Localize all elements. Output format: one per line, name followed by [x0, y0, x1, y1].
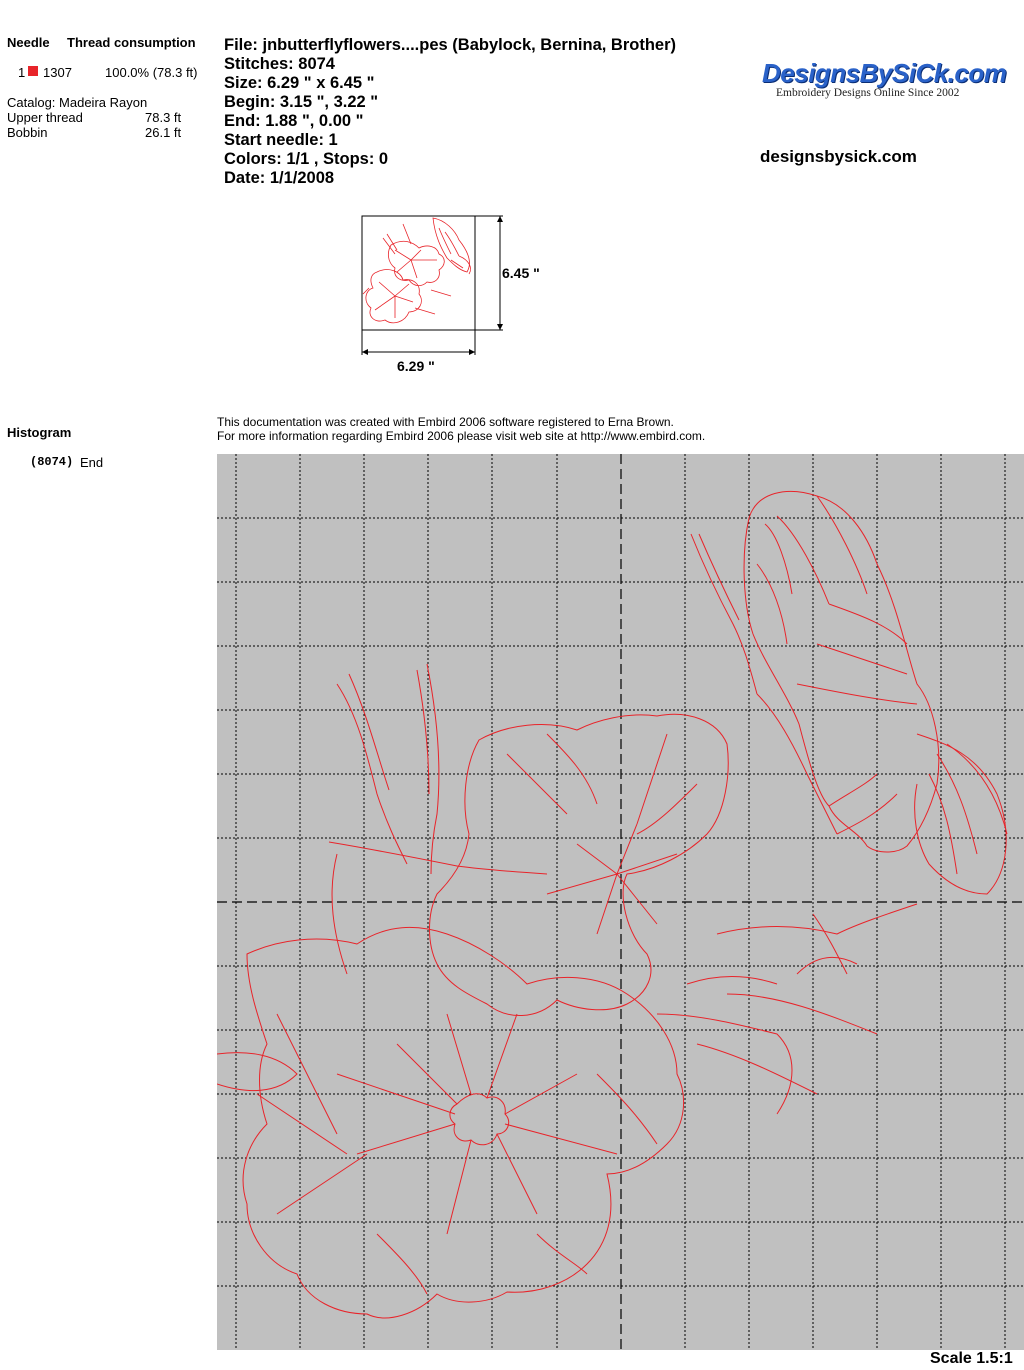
- embroidery-design: [217, 491, 1007, 1317]
- bobbin-value: 26.1 ft: [145, 125, 182, 140]
- needle-number: 1: [18, 65, 26, 80]
- thread-consumption-header: Thread consumption: [67, 35, 196, 50]
- colors-line: Colors: 1/1 , Stops: 0: [224, 150, 389, 168]
- upper-thread-label: Upper thread: [7, 110, 83, 125]
- start-needle-line: Start needle: 1: [224, 131, 338, 149]
- height-dimension-label: 6.45 ": [502, 265, 540, 281]
- notice-line-2: For more information regarding Embird 2006 please visit web site at http://www.embird.com.: [217, 429, 706, 443]
- file-line: File: jnbutterflyflowers....pes (Babylock, Bernina, Brother): [224, 36, 676, 54]
- notice-line-1: This documentation was created with Embird 2006 software registered to Erna Brown.: [217, 415, 674, 429]
- histogram-end: End: [80, 455, 104, 470]
- upper-thread-value: 78.3 ft: [145, 110, 182, 125]
- begin-line: Begin: 3.15 ", 3.22 ": [224, 93, 379, 111]
- needle-header: Needle: [7, 35, 50, 50]
- thread-code: 1307: [43, 65, 72, 80]
- histogram-label: Histogram: [7, 425, 72, 440]
- thread-color-swatch: [28, 66, 38, 76]
- width-dimension-label: 6.29 ": [397, 358, 435, 374]
- design-info: [224, 36, 676, 188]
- design-thumbnail: [355, 210, 555, 375]
- catalog-label: Catalog: Madeira Rayon: [7, 95, 148, 110]
- center-axes: [217, 454, 1024, 1350]
- date-line: Date: 1/1/2008: [224, 169, 335, 187]
- bobbin-label: Bobbin: [7, 125, 48, 140]
- scale-label: Scale 1.5:1: [930, 1350, 1013, 1367]
- design-preview-grid: [217, 454, 1024, 1350]
- designsbysick-logo: DesignsBySiCk.com: [762, 58, 1007, 88]
- logo-tagline: Embroidery Designs Online Since 2002: [776, 87, 960, 99]
- stitches-line: Stitches: 8074: [224, 55, 335, 73]
- histogram-count: (8074): [30, 455, 74, 469]
- embird-notice: [217, 415, 705, 443]
- design-preview-canvas: [217, 454, 1024, 1350]
- thread-consumption-value: 100.0% (78.3 ft): [105, 65, 198, 80]
- site-name: designsbysick.com: [760, 147, 917, 166]
- size-line: Size: 6.29 " x 6.45 ": [224, 74, 375, 92]
- end-line: End: 1.88 ", 0.00 ": [224, 112, 364, 130]
